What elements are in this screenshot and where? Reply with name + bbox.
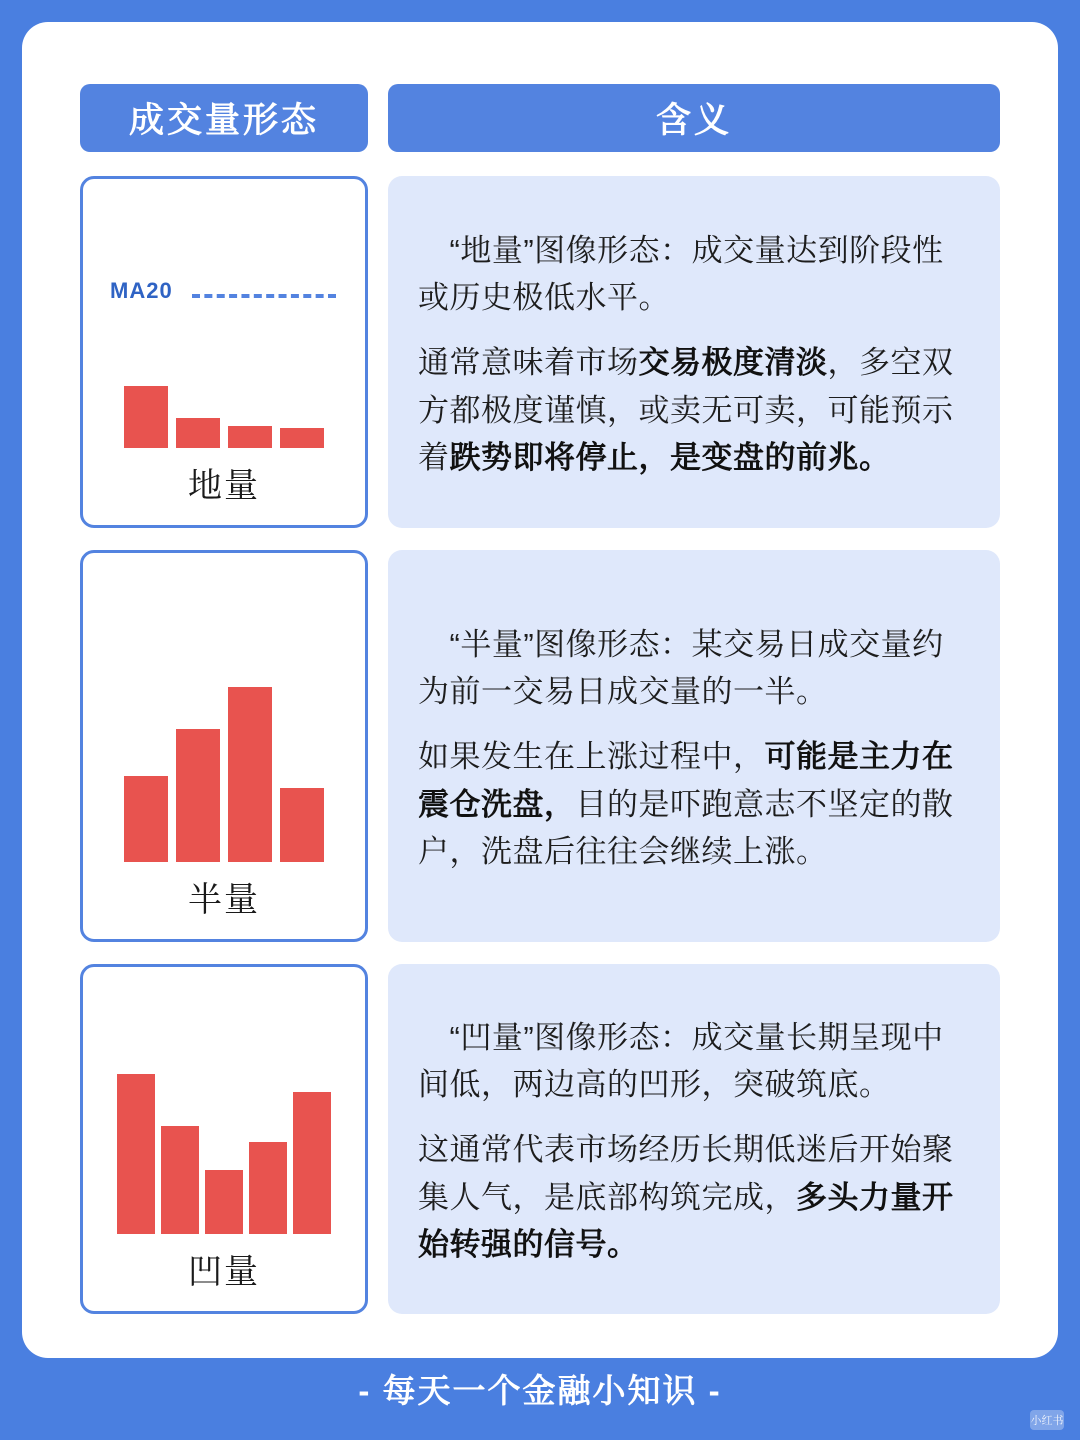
description-cell-2 — [388, 550, 1000, 942]
shape-label-3: 凹量 — [188, 1253, 260, 1291]
bar — [176, 418, 220, 448]
bar — [293, 1092, 331, 1234]
table-row — [80, 176, 1000, 528]
paragraph: 如果发生在上涨过程中，可能是主力在震仓洗盘，目的是吓跑意志不坚定的散户，洗盘后往往会继续上涨。 — [418, 739, 954, 869]
header-cell-meaning: 含义 — [388, 84, 1000, 152]
footer-banner — [0, 1336, 1080, 1440]
ma20-label: MA20 — [110, 278, 173, 303]
footer-text: - 每天一个金融小知识 - — [358, 1371, 722, 1409]
bars-group-2 — [108, 672, 340, 862]
description-cell-1 — [388, 176, 1000, 528]
shape-cell-2 — [80, 550, 368, 942]
bar — [117, 1074, 155, 1234]
content-card — [22, 22, 1058, 1358]
bar — [249, 1142, 287, 1234]
bar — [280, 788, 324, 862]
bar — [228, 426, 272, 448]
paragraph: 这通常代表市场经历长期低迷后开始聚集人气，是底部构筑完成，多头力量开始转强的信号。 — [418, 1132, 954, 1262]
bar — [280, 428, 324, 448]
description-cell-3 — [388, 964, 1000, 1314]
bar — [124, 386, 168, 448]
header-cell-shape: 成交量形态 — [80, 84, 368, 152]
shape-label-2: 半量 — [188, 881, 260, 919]
bar — [205, 1170, 243, 1234]
bar-chart-1 — [108, 258, 340, 448]
shape-cell-3 — [80, 964, 368, 1314]
watermark-badge: 小红书 — [1030, 1410, 1064, 1430]
bars-group-1 — [108, 258, 340, 448]
paragraph: 通常意味着市场交易极度清淡，多空双方都极度谨慎，或卖无可卖，可能预示着跌势即将停止，是变盘的前兆。 — [418, 345, 954, 475]
paragraph: “半量”图像形态：某交易日成交量约为前一交易日成交量的一半。 — [418, 627, 944, 710]
table-body — [80, 176, 1000, 1314]
shape-cell-1 — [80, 176, 368, 528]
bars-group-3 — [108, 1064, 340, 1234]
bar — [124, 776, 168, 862]
table-header-row — [80, 84, 1000, 152]
paragraph: “凹量”图像形态：成交量长期呈现中间低，两边高的凹形，突破筑底。 — [418, 1020, 944, 1103]
table-row — [80, 550, 1000, 942]
bar — [176, 729, 220, 862]
bar — [161, 1126, 199, 1234]
bar-chart-3 — [108, 1064, 340, 1234]
paragraph: “地量”图像形态：成交量达到阶段性或历史极低水平。 — [418, 233, 944, 316]
bar-chart-2 — [108, 672, 340, 862]
shape-label-1: 地量 — [188, 467, 260, 505]
bar — [228, 687, 272, 862]
table-row — [80, 964, 1000, 1314]
